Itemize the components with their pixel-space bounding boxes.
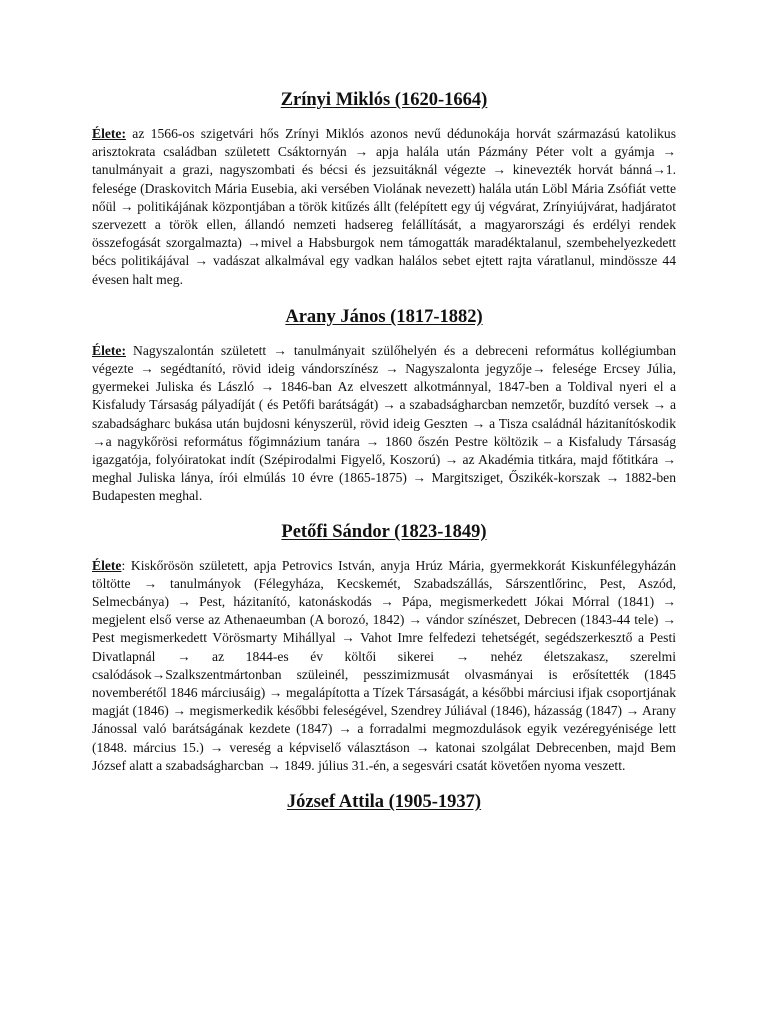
section-body-zrinyi <box>92 125 676 289</box>
section-body-petofi <box>92 557 676 775</box>
life-label: Élete: <box>92 342 126 358</box>
life-text: Nagyszalontán született → tanulmányait szülőhelyén és a debreceni református kollégiumban végezte → segédtanító, rövid ideig vándorszínész → Nagyszalonta jegyzője→ felesége Ercsey Júlia, gyermekei Juliska és László → 1846-ban Az elveszett alkotmánnyal, 1847-ben a Toldival nyeri el a Kisfaludy Társaság pályadíját ( és Petőfi barátságát) → a szabadságharcban nemzetőr, buzdító versek → a szabadságharc bukása után bujdosni kényszerül, rövid ideig Geszten → a Tisza családnál házitanítóskodik →a nagykőrösi református főgimnázium tanára → 1860 őszén Pestre költözik – a Kisfaludy Társaság igazgatója, folyóiratokat indít (Szépirodalmi Figyelő, Koszorú) → az Akadémia titkára, majd főtitkára → meghal Juliska lánya, írói elmúlás 10 évre (1865-1875) → Margitsziget, Őszikék-korszak → 1882-ben Budapesten meghal. <box>92 342 676 504</box>
life-text: : Kiskőrösön született, apja Petrovics István, anyja Hrúz Mária, gyermekkorát Kiskunfélegyházán töltötte → tanulmányok (Félegyháza, Kecskemét, Szabadszállás, Sárszentlőrinc, Pest, Aszód, Selmecbánya) → Pest, házitanító, katonáskodás → Pápa, megismerkedett Jókai Mórral (1841) → megjelent első verse az Athenaeumban (A borozó, 1842) → vándor színészet, Debrecen (1843-44 tele) → Pest megismerkedett Vörösmarty Mihállyal → Vahot Imre felfedezi tehetségét, segédszerkesztő a Pesti Divatlapnál → az 1844-es év költői sikerei → nehéz életszakasz, szerelmi csalódások→Szalkszentmártonban szüleinél, pesszimizmusát olvasmányai is erősítették (1845 novemberétől 1846 márciusáig) → megalápította a Tízek Társaságát, a későbbi márciusi ifjak csoportjának magját (1846) → megismerkedik későbbi feleségével, Szendrey Júliával (1846), házasság (1847) → Arany Jánossal való barátságának kezdete (1847) → a forradalmi megmozdulások egyik vezéregyénisége lett (1848. március 15.) → vereség a képviselő választáson → katonai szolgálat Debrecenben, majd Bem József alatt a szabadságharcban → 1849. július 31.-én, a segesvári csatát követően nyoma veszett. <box>92 557 676 773</box>
section-title-zrinyi: Zrínyi Miklós (1620-1664) <box>280 90 488 110</box>
section-title-jozsef: József Attila (1905-1937) <box>286 792 482 813</box>
life-label: Élete: <box>92 126 126 141</box>
life-text: az 1566-os szigetvári hős Zrínyi Miklós azonos nevű dédunokája horvát származású katolikus arisztokrata családban született Csáktornyán → apja halála után Pázmány Péter volt a gyámja → tanulmányait a grazi, nagyszombati és bécsi és jezsuitáknál végezte → kinevezték horvát bánná→1. felesége (Draskovitch Mária Eusebia, aki versében Violának nevezett) halála után Löbl Mária Zsófiát vette nőül → politikájának központjában a török kitűzés állt (felépített egy új végvárat, Zrínyiújvárat, hadjáratot szervezett a török ellen, állandó nemzeti hadsereg felállítását, a magyarországi és erdélyi rendek összefogását szorgalmazta) →mivel a Habsburgok nem támogatták maradéktalanul, szembehelyezkedett bécs politikájával → vadászat alkalmával egy vadkan halálos sebet ejtett rajta váratlanul, mindössze 44 évesen halt meg. <box>92 126 676 287</box>
section-title-petofi: Petőfi Sándor (1823-1849) <box>281 521 487 542</box>
section-body-arany <box>92 342 676 506</box>
life-label: Élete <box>92 557 122 573</box>
section-title-arany: Arany János (1817-1882) <box>285 306 483 327</box>
